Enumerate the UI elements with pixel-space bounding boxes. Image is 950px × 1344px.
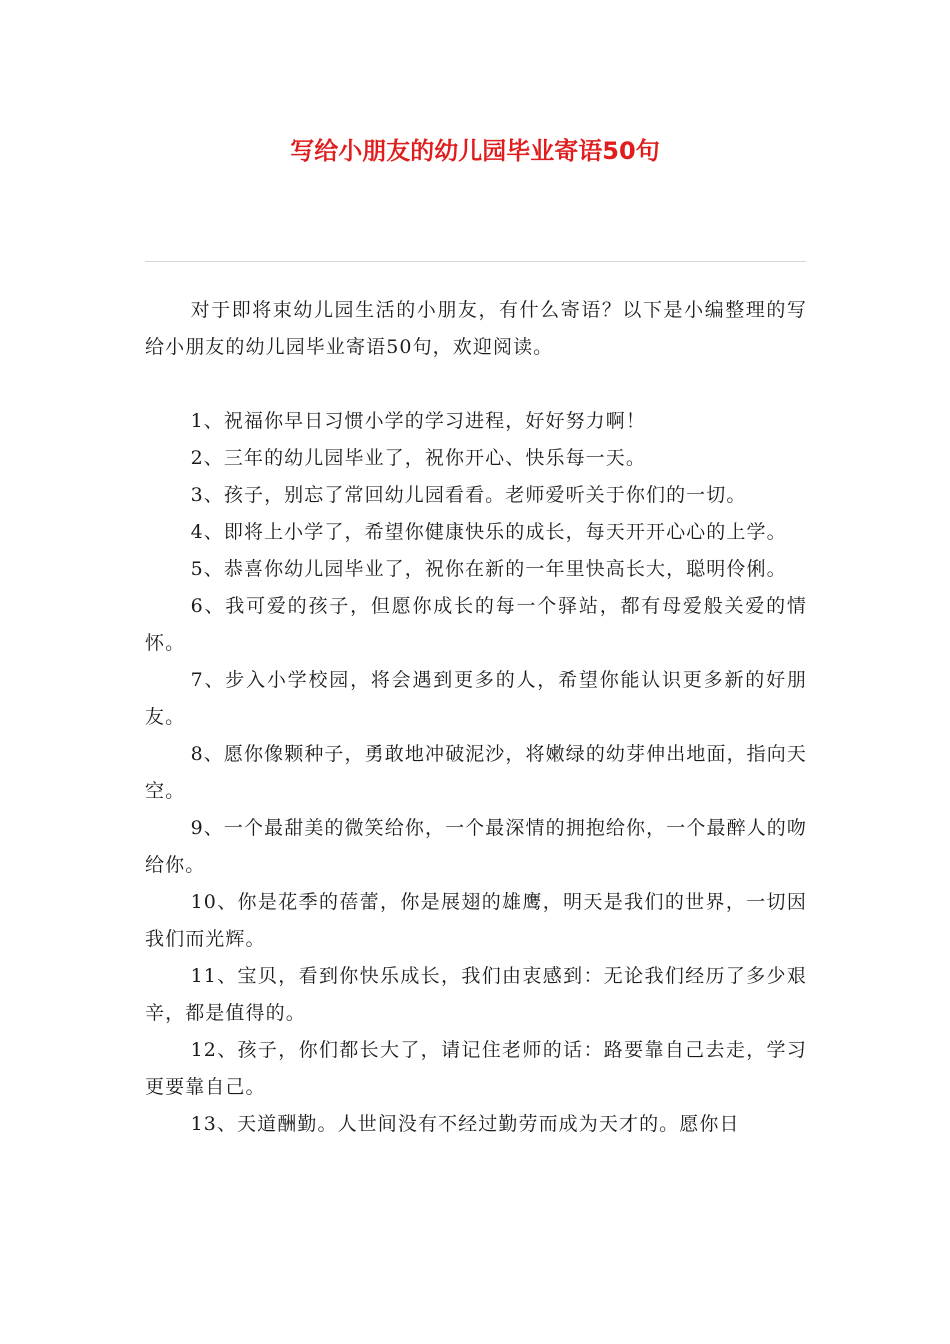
intro-paragraph: 对于即将束幼儿园生活的小朋友，有什么寄语？以下是小编整理的写给小朋友的幼儿园毕业寄语50句，欢迎阅读。 bbox=[145, 299, 807, 358]
list-item: 5、恭喜你幼儿园毕业了，祝你在新的一年里快高长大，聪明伶俐。 bbox=[190, 558, 787, 580]
list-item: 7、步入小学校园，将会遇到更多的人，希望你能认识更多新的好朋友。 bbox=[145, 669, 807, 728]
list-item: 10、你是花季的蓓蕾，你是展翅的雄鹰，明天是我们的世界，一切因我们而光辉。 bbox=[145, 891, 807, 950]
list-item: 2、三年的幼儿园毕业了，祝你开心、快乐每一天。 bbox=[190, 447, 646, 469]
list-item: 6、我可爱的孩子，但愿你成长的每一个驿站，都有母爱般关爱的情怀。 bbox=[145, 595, 807, 654]
document-title: 写给小朋友的幼儿园毕业寄语50句 bbox=[290, 137, 660, 165]
list-item: 9、一个最甜美的微笑给你，一个最深情的拥抱给你，一个最醉人的吻给你。 bbox=[145, 817, 807, 876]
document-body bbox=[145, 292, 807, 1143]
title-divider bbox=[145, 261, 806, 262]
list-item: 12、孩子，你们都长大了，请记住老师的话：路要靠自己去走，学习更要靠自己。 bbox=[145, 1039, 807, 1098]
list-item: 11、宝贝，看到你快乐成长，我们由衷感到：无论我们经历了多少艰辛，都是值得的。 bbox=[145, 965, 807, 1024]
list-item: 8、愿你像颗种子，勇敢地冲破泥沙，将嫩绿的幼芽伸出地面，指向天空。 bbox=[145, 743, 807, 802]
list-item: 1、祝福你早日习惯小学的学习进程，好好努力啊！ bbox=[190, 410, 646, 432]
list-item: 13、天道酬勤。人世间没有不经过勤劳而成为天才的。愿你日 bbox=[190, 1113, 740, 1135]
list-item: 4、即将上小学了，希望你健康快乐的成长，每天开开心心的上学。 bbox=[190, 521, 787, 543]
list-item: 3、孩子，别忘了常回幼儿园看看。老师爱听关于你们的一切。 bbox=[190, 484, 747, 506]
